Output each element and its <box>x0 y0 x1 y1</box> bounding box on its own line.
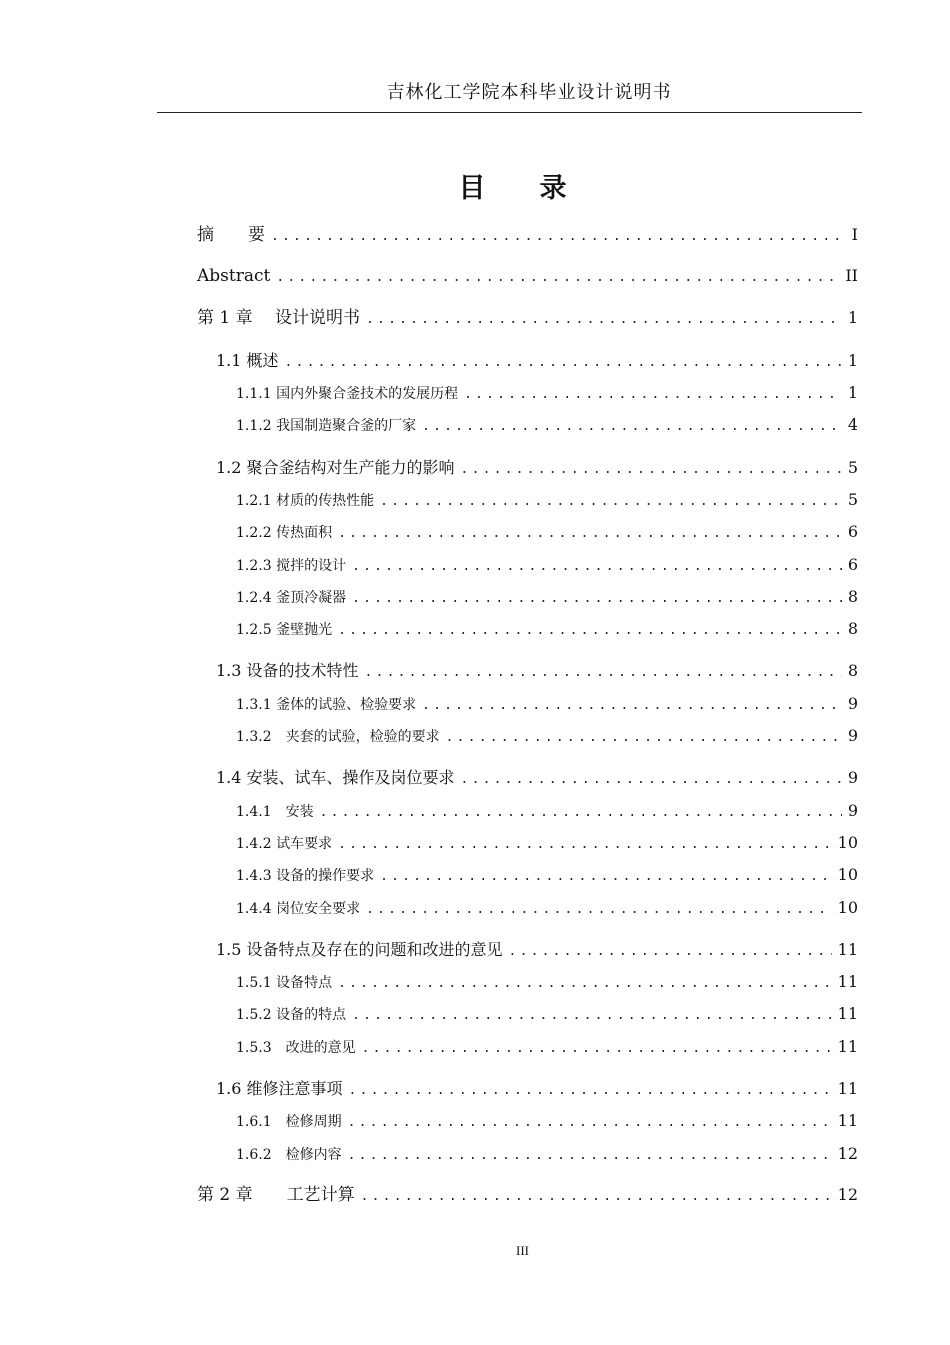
toc-dot-leader <box>361 1185 832 1209</box>
toc-entry-label: 1.1 概述 <box>216 351 279 370</box>
toc-dot-leader <box>509 940 832 964</box>
toc-entry-label: 1.3 设备的技术特性 <box>216 661 359 680</box>
toc-entry[interactable] <box>236 692 858 716</box>
toc-entry[interactable] <box>197 1183 858 1207</box>
toc-entry[interactable] <box>236 896 858 920</box>
toc-entry[interactable] <box>216 349 858 373</box>
toc-entry-page: 6 <box>847 522 858 541</box>
toc-entry-label: Abstract <box>197 266 271 286</box>
toc-dot-leader <box>461 768 842 792</box>
toc-entry-page: 9 <box>847 801 858 820</box>
toc-entry[interactable] <box>236 799 858 823</box>
toc-entry-label: 1.2.3 搅拌的设计 <box>236 558 347 574</box>
toc-entry[interactable] <box>216 1077 858 1101</box>
toc-entry[interactable] <box>236 831 858 855</box>
toc-entry-page: 1 <box>847 351 858 370</box>
toc-entry-page: 1 <box>847 383 858 402</box>
toc-dot-leader <box>285 351 842 375</box>
toc-entry[interactable] <box>236 617 858 641</box>
toc-entry[interactable] <box>236 1035 858 1059</box>
toc-entry-page: I <box>851 225 858 244</box>
toc-entry-label: 1.1.1 国内外聚合釜技术的发展历程 <box>236 386 459 402</box>
toc-entry[interactable] <box>236 1109 858 1133</box>
toc-entry[interactable] <box>236 970 858 994</box>
toc-entry[interactable] <box>236 553 858 577</box>
toc-entry-page: 11 <box>837 972 858 991</box>
footer-page-number: III <box>516 1243 529 1258</box>
toc-dot-leader <box>365 661 842 685</box>
toc-dot-leader <box>362 1037 832 1061</box>
toc-entry-label: 第 2 章 工艺计算 <box>197 1185 355 1205</box>
toc-heading-char-1: 目 <box>458 173 486 204</box>
toc-entry-label: 1.5.1 设备特点 <box>236 975 333 991</box>
toc-entry-label: 1.6 维修注意事项 <box>216 1079 343 1098</box>
page-header-title: 吉林化工学院本科毕业设计说明书 <box>386 82 672 103</box>
toc-entry-label: 1.4.4 岗位安全要求 <box>236 901 361 917</box>
toc-entry-label: 1.5 设备特点及存在的问题和改进的意见 <box>216 940 503 959</box>
toc-entry[interactable] <box>236 724 858 748</box>
toc-dot-leader <box>366 308 842 332</box>
toc-entry-label: 摘 要 <box>197 225 265 245</box>
toc-entry-page: 6 <box>847 555 858 574</box>
toc-dot-leader <box>422 694 842 718</box>
toc-entry-label: 1.4.3 设备的操作要求 <box>236 868 375 884</box>
toc-entry[interactable] <box>216 938 858 962</box>
toc-entry-label: 1.4 安装、试车、操作及岗位要求 <box>216 768 455 787</box>
toc-entry-page: 5 <box>847 458 858 477</box>
toc-dot-leader <box>338 522 842 546</box>
toc-dot-leader <box>276 266 839 290</box>
toc-entry-label: 1.4.1 安装 <box>236 804 314 820</box>
toc-dot-leader <box>338 833 832 857</box>
toc-dot-leader <box>422 415 842 439</box>
toc-dot-leader <box>380 865 832 889</box>
toc-dot-leader <box>461 458 842 482</box>
toc-entry-page: 8 <box>847 619 858 638</box>
toc-entry-page: 11 <box>837 1111 858 1130</box>
toc-entry[interactable] <box>236 1142 858 1166</box>
toc-entry[interactable] <box>197 223 858 247</box>
toc-entry[interactable] <box>216 659 858 683</box>
toc-entry-label: 1.5.3 改进的意见 <box>236 1040 356 1056</box>
toc-dot-leader <box>338 619 842 643</box>
toc-heading-char-2: 录 <box>539 173 567 204</box>
toc-entry-label: 1.1.2 我国制造聚合釜的厂家 <box>236 418 417 434</box>
toc-entry-page: 11 <box>837 1004 858 1023</box>
toc-dot-leader <box>338 972 832 996</box>
toc-dot-leader <box>348 1111 832 1135</box>
toc-dot-leader <box>352 587 842 611</box>
toc-dot-leader <box>349 1079 832 1103</box>
toc-entry-label: 1.6.2 检修内容 <box>236 1147 342 1163</box>
toc-entry-page: 10 <box>837 898 858 917</box>
toc-entry-page: 8 <box>847 587 858 606</box>
toc-entry-page: 11 <box>837 1037 858 1056</box>
toc-entry[interactable] <box>216 456 858 480</box>
toc-entry[interactable] <box>236 381 858 405</box>
toc-entry[interactable] <box>236 520 858 544</box>
toc-entry-page: 8 <box>847 661 858 680</box>
toc-entry-page: 4 <box>847 415 858 434</box>
toc-entry-page: 9 <box>847 694 858 713</box>
toc-entry-label: 第 1 章 设计说明书 <box>197 308 361 328</box>
toc-entry[interactable] <box>236 1002 858 1026</box>
toc-entry-label: 1.2.1 材质的传热性能 <box>236 493 375 509</box>
toc-entry-page: 9 <box>847 768 858 787</box>
toc-entry-page: 11 <box>837 1079 858 1098</box>
toc-entry-page: 9 <box>847 726 858 745</box>
toc-entry-page: II <box>845 266 858 285</box>
toc-entry-page: 1 <box>847 308 858 327</box>
toc-dot-leader <box>380 490 842 514</box>
toc-entry-label: 1.2 聚合釜结构对生产能力的影响 <box>216 458 455 477</box>
toc-entry-label: 1.5.2 设备的特点 <box>236 1007 347 1023</box>
toc-dot-leader <box>366 898 832 922</box>
toc-entry-page: 12 <box>837 1185 858 1204</box>
toc-entry-page: 11 <box>837 940 858 959</box>
toc-dot-leader <box>464 383 842 407</box>
toc-entry-page: 10 <box>837 833 858 852</box>
toc-entry[interactable] <box>236 488 858 512</box>
toc-dot-leader <box>271 225 846 249</box>
toc-entry[interactable] <box>197 264 858 288</box>
toc-dot-leader <box>320 801 842 825</box>
toc-entry-label: 1.3.1 釜体的试验、检验要求 <box>236 697 417 713</box>
toc-entry[interactable] <box>236 863 858 887</box>
toc-entry-label: 1.2.5 釜壁抛光 <box>236 622 333 638</box>
toc-dot-leader <box>352 555 842 579</box>
toc-entry-label: 1.6.1 检修周期 <box>236 1114 342 1130</box>
toc-entry[interactable] <box>236 413 858 437</box>
toc-dot-leader <box>446 726 842 750</box>
toc-entry[interactable] <box>197 306 858 330</box>
toc-dot-leader <box>348 1144 832 1168</box>
toc-entry[interactable] <box>216 766 858 790</box>
toc-entry-label: 1.3.2 夹套的试验，检验的要求 <box>236 729 440 745</box>
toc-entry-page: 5 <box>847 490 858 509</box>
toc-entry-label: 1.4.2 试车要求 <box>236 836 333 852</box>
toc-dot-leader <box>352 1004 832 1028</box>
toc-entry-page: 10 <box>837 865 858 884</box>
toc-entry-label: 1.2.2 传热面积 <box>236 525 333 541</box>
toc-entry-label: 1.2.4 釜顶冷凝器 <box>236 590 347 606</box>
toc-entry[interactable] <box>236 585 858 609</box>
toc-entry-page: 12 <box>837 1144 858 1163</box>
